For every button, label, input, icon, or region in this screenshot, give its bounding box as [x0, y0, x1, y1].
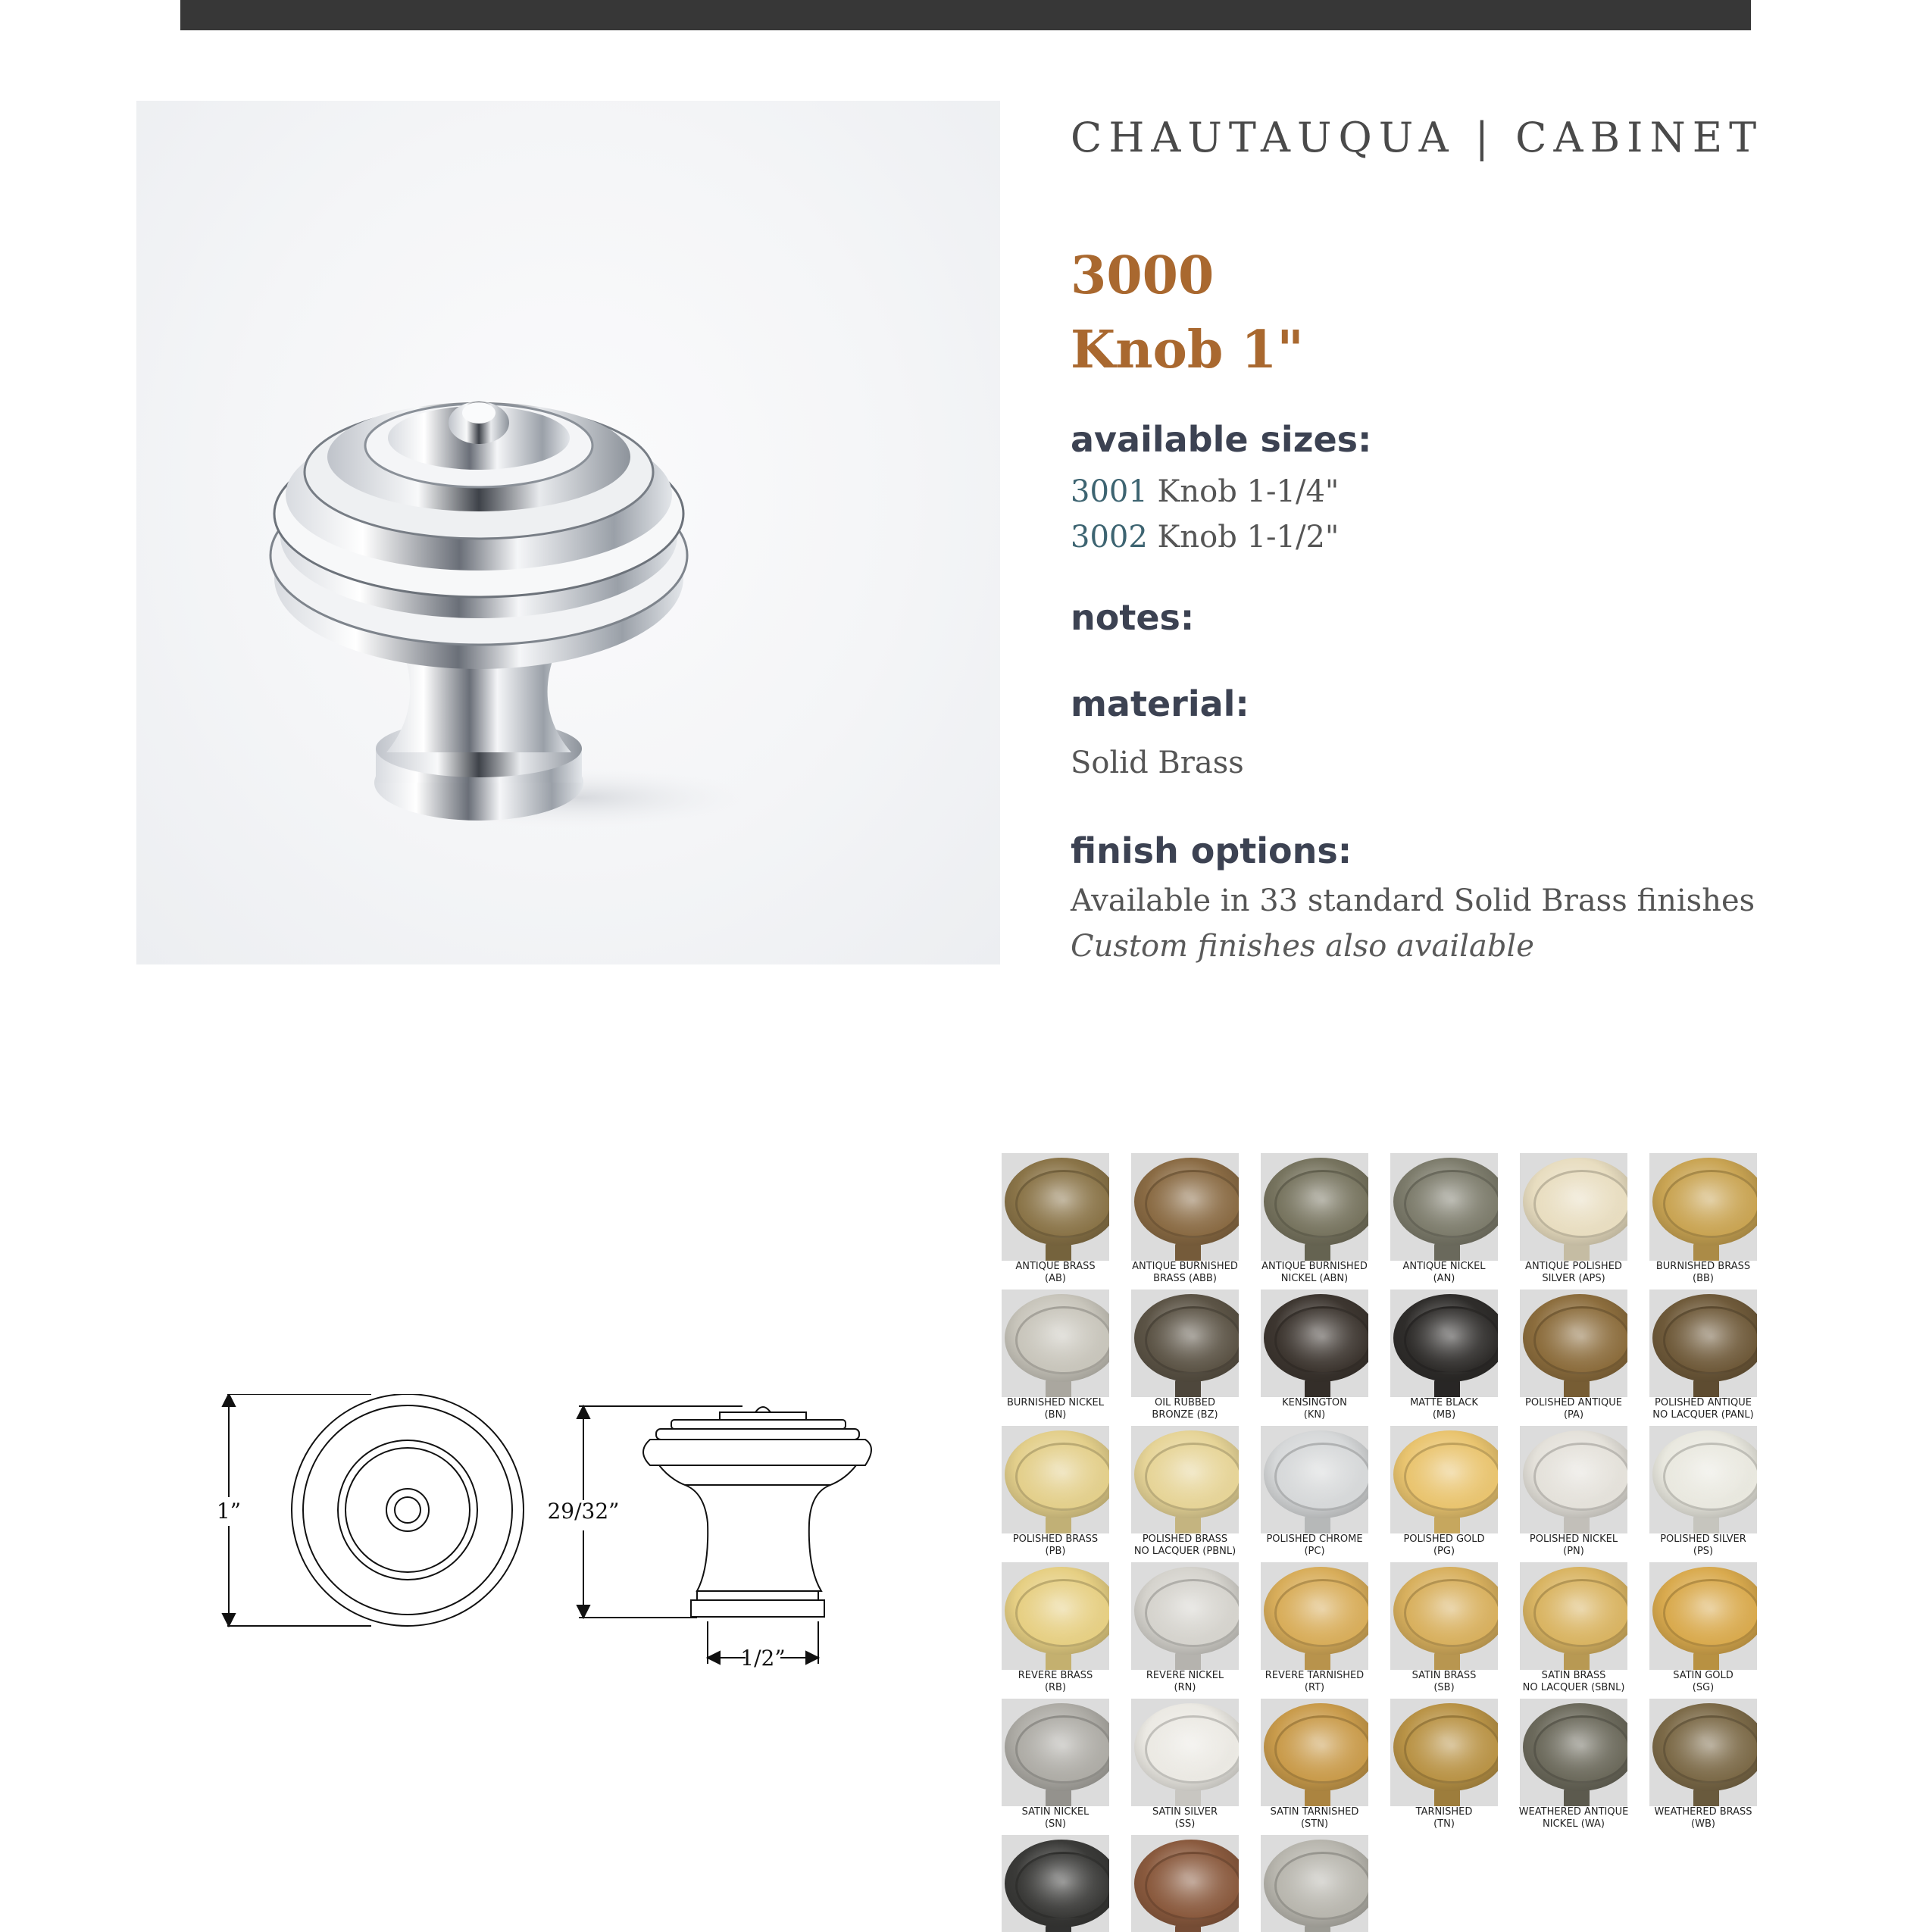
- finish-swatch-image: [1261, 1835, 1368, 1932]
- finish-swatch-label: KENSINGTON (KN): [1282, 1397, 1347, 1421]
- finish-standard-text: Available in 33 standard Solid Brass finishes: [1071, 883, 1755, 918]
- finish-swatch-image: [1520, 1153, 1627, 1261]
- model-number: 3000: [1071, 245, 1215, 306]
- finish-swatch: [1390, 1153, 1498, 1288]
- finish-swatch: [1261, 1699, 1368, 1834]
- size-code: 3002: [1071, 520, 1148, 555]
- finish-swatch: [1131, 1290, 1239, 1424]
- finish-swatch: [1131, 1426, 1239, 1561]
- finish-swatch-image: [1390, 1562, 1498, 1670]
- finish-swatch-label: WEATHERED BRASS (WB): [1654, 1806, 1752, 1830]
- brand-title: CHAUTAUQUA | CABINET: [1071, 114, 1764, 161]
- knob-photo-image: [136, 101, 1000, 964]
- finish-swatch-image: [1002, 1562, 1109, 1670]
- finish-swatch-label: SATIN TARNISHED (STN): [1270, 1806, 1359, 1830]
- product-photo: [136, 101, 1000, 964]
- finish-swatch-label: POLISHED BRASS (PB): [1012, 1533, 1099, 1557]
- finish-swatch: [1261, 1426, 1368, 1561]
- material-heading: material:: [1071, 683, 1249, 724]
- finish-swatch-label: OIL RUBBED BRONZE (BZ): [1152, 1397, 1218, 1421]
- finish-swatch-image: [1261, 1426, 1368, 1533]
- finish-swatch: [1002, 1290, 1109, 1424]
- finish-swatch-image: [1520, 1290, 1627, 1397]
- finish-swatch: [1390, 1699, 1498, 1834]
- finish-swatch-label: ANTIQUE POLISHED SILVER (APS): [1525, 1261, 1622, 1284]
- finish-swatch-image: [1002, 1426, 1109, 1533]
- finish-swatch-image: [1520, 1699, 1627, 1806]
- finish-swatch-label: SATIN SILVER (SS): [1152, 1806, 1218, 1830]
- finish-swatch: [1002, 1699, 1109, 1834]
- finish-swatch: [1002, 1835, 1109, 1932]
- finish-swatch-label: POLISHED ANTIQUE NO LACQUER (PANL): [1652, 1397, 1754, 1421]
- finish-swatch-label: POLISHED ANTIQUE (PA): [1525, 1397, 1622, 1421]
- finish-swatch-image: [1002, 1290, 1109, 1397]
- finish-swatch: [1261, 1153, 1368, 1288]
- finish-swatch-image: [1261, 1290, 1368, 1397]
- finish-swatch-image: [1002, 1153, 1109, 1261]
- finish-swatch: [1131, 1835, 1239, 1932]
- material-value: Solid Brass: [1071, 746, 1244, 780]
- finish-swatch-image: [1131, 1426, 1239, 1533]
- finish-swatch-image: [1390, 1699, 1498, 1806]
- finish-swatch: [1002, 1153, 1109, 1288]
- sizes-heading: available sizes:: [1071, 419, 1372, 460]
- finish-heading: finish options:: [1071, 830, 1352, 871]
- finish-swatch: [1520, 1699, 1627, 1834]
- finish-swatch: [1649, 1699, 1757, 1834]
- finish-swatch-label: WEATHERED ANTIQUE NICKEL (WA): [1518, 1806, 1629, 1830]
- finish-swatch-label: SATIN BRASS NO LACQUER (SBNL): [1522, 1670, 1625, 1693]
- finish-swatch: [1261, 1290, 1368, 1424]
- finish-swatch-image: [1390, 1290, 1498, 1397]
- finish-swatch-label: ANTIQUE BURNISHED NICKEL (ABN): [1261, 1261, 1368, 1284]
- finish-swatch-label: ANTIQUE BRASS (AB): [1015, 1261, 1096, 1284]
- finish-swatch-image: [1131, 1153, 1239, 1261]
- finish-swatch-label: ANTIQUE NICKEL (AN): [1402, 1261, 1486, 1284]
- dimension-drawing: [212, 1394, 924, 1682]
- finish-swatch: [1520, 1562, 1627, 1697]
- finish-swatch-image: [1131, 1562, 1239, 1670]
- finish-swatch: [1261, 1835, 1368, 1932]
- finish-swatch: [1390, 1290, 1498, 1424]
- finish-swatch: [1649, 1426, 1757, 1561]
- finish-swatch-label: BURNISHED BRASS (BB): [1655, 1261, 1751, 1284]
- notes-heading: notes:: [1071, 597, 1195, 638]
- finish-swatch: [1649, 1562, 1757, 1697]
- finish-swatch: [1390, 1426, 1498, 1561]
- finish-swatch-image: [1390, 1153, 1498, 1261]
- finish-swatch-image: [1520, 1426, 1627, 1533]
- dim-front-height: 1”: [216, 1499, 242, 1524]
- finish-swatch: [1002, 1562, 1109, 1697]
- finish-swatch-label: REVERE BRASS (RB): [1018, 1670, 1093, 1693]
- finish-swatch-image: [1002, 1835, 1109, 1932]
- finish-swatch-image: [1002, 1699, 1109, 1806]
- finish-swatch-image: [1131, 1290, 1239, 1397]
- finish-swatch-label: POLISHED CHROME (PC): [1266, 1533, 1363, 1557]
- finish-swatch-label: POLISHED BRASS NO LACQUER (PBNL): [1133, 1533, 1236, 1557]
- finish-swatch-label: TARNISHED (TN): [1415, 1806, 1473, 1830]
- finish-swatch-label: SATIN GOLD (SG): [1673, 1670, 1733, 1693]
- model-name: Knob 1": [1071, 320, 1304, 380]
- size-item: [1071, 474, 1339, 509]
- size-code: 3001: [1071, 474, 1148, 509]
- finish-swatch-label: MATTE BLACK (MB): [1410, 1397, 1478, 1421]
- finish-swatch-image: [1649, 1290, 1757, 1397]
- top-bar: [180, 0, 1751, 30]
- finish-swatch-label: REVERE NICKEL (RN): [1146, 1670, 1224, 1693]
- finish-swatch-label: ANTIQUE BURNISHED BRASS (ABB): [1132, 1261, 1238, 1284]
- finish-swatch: [1520, 1426, 1627, 1561]
- finish-swatch-image: [1131, 1699, 1239, 1806]
- finish-swatch-image: [1261, 1699, 1368, 1806]
- finish-swatch-label: POLISHED GOLD (PG): [1403, 1533, 1485, 1557]
- size-label: Knob 1-1/2": [1157, 520, 1340, 555]
- finish-swatch-image: [1649, 1699, 1757, 1806]
- finish-swatch-image: [1390, 1426, 1498, 1533]
- model-heading: [1071, 239, 1304, 387]
- finish-swatch-image: [1261, 1562, 1368, 1670]
- finish-swatch: [1261, 1562, 1368, 1697]
- dim-base-width: 1/2”: [740, 1646, 786, 1671]
- finish-swatch: [1002, 1426, 1109, 1561]
- finish-swatch-image: [1649, 1426, 1757, 1533]
- finish-swatch-image: [1520, 1562, 1627, 1670]
- finish-swatch: [1131, 1562, 1239, 1697]
- finish-swatch-label: POLISHED SILVER (PS): [1660, 1533, 1746, 1557]
- finish-swatch-label: BURNISHED NICKEL (BN): [1006, 1397, 1105, 1421]
- finish-swatch: [1520, 1153, 1627, 1288]
- finish-swatch: [1649, 1290, 1757, 1424]
- finish-custom-text: Custom finishes also available: [1071, 929, 1534, 964]
- finish-swatch-grid: [1002, 1153, 1768, 1932]
- finish-swatch-image: [1261, 1153, 1368, 1261]
- finish-swatch-image: [1649, 1153, 1757, 1261]
- finish-swatch: [1131, 1699, 1239, 1834]
- finish-swatch-label: POLISHED NICKEL (PN): [1529, 1533, 1618, 1557]
- size-item: [1071, 520, 1339, 555]
- dim-side-height: 29/32”: [547, 1499, 620, 1524]
- finish-swatch: [1520, 1290, 1627, 1424]
- finish-swatch-image: [1131, 1835, 1239, 1932]
- finish-swatch-label: SATIN BRASS (SB): [1411, 1670, 1477, 1693]
- technical-drawing: [212, 1394, 924, 1685]
- finish-swatch: [1131, 1153, 1239, 1288]
- finish-swatch: [1390, 1562, 1498, 1697]
- finish-swatch-label: SATIN NICKEL (SN): [1021, 1806, 1089, 1830]
- finish-swatch-image: [1649, 1562, 1757, 1670]
- size-label: Knob 1-1/4": [1157, 474, 1340, 509]
- finish-swatch: [1649, 1153, 1757, 1288]
- finish-swatch-label: REVERE TARNISHED (RT): [1265, 1670, 1365, 1693]
